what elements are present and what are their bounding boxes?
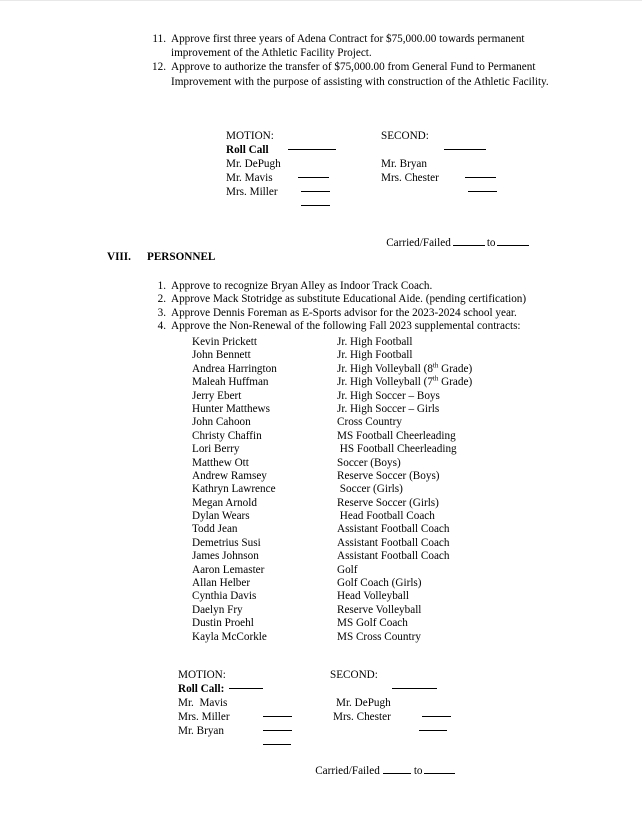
motion-second-row [178,669,518,683]
roster-person-name: Christy Chaffin [192,429,262,442]
table-row [192,363,522,376]
roll-call-label: Roll Call [226,144,269,156]
list-item [145,280,575,293]
list-item-number: 3. [157,306,166,319]
member-name: Mrs. Chester [381,172,439,184]
roster-person-name: Kayla McCorkle [192,630,267,643]
roster-position: Soccer (Girls) [337,483,403,496]
roll-call-member-row [226,158,556,172]
table-row [192,430,522,443]
table-row [192,537,522,550]
table-row [192,457,522,470]
roster-person-name: Megan Arnold [192,496,257,509]
table-row [192,577,522,590]
member-name: Mr. Bryan [178,725,224,737]
list-item [145,32,570,60]
motion-second-row [226,130,556,144]
table-row [192,590,522,603]
roster-position: Cross Country [337,416,402,429]
motion-block-bottom [178,669,518,739]
roll-call-row [226,144,556,158]
roll-call-member-row [178,725,518,739]
table-row [192,470,522,483]
list-item-number: 12. [152,61,166,74]
table-row [192,483,522,496]
list-item-number: 2. [157,293,166,306]
roster-position: Jr. High Football [337,349,413,362]
member-vote-line[interactable] [263,735,291,745]
roster-position: Assistant Football Coach [337,536,450,549]
table-row [192,631,522,644]
to-label: to [413,765,423,777]
roster-position: Jr. High Volleyball (7th Grade) [337,374,473,389]
table-row [192,416,522,429]
roster-person-name: Todd Jean [192,523,238,536]
personnel-items-list [145,280,575,334]
list-item-number: 11. [152,33,166,45]
table-row [192,523,522,536]
roll-call-member-row [226,186,556,200]
roster-person-name: James Johnson [192,550,259,563]
roster-position: MS Cross Country [337,630,421,643]
roster-position: Jr. High Soccer – Boys [337,389,440,402]
member-name: Mr. DePugh [336,697,391,709]
table-row [192,510,522,523]
list-item-text: Approve first three years of Adena Contract for $75,000.00 towards permanent improvement of the Athletic Facility Project. [171,33,525,60]
table-row [192,617,522,630]
table-row [192,390,522,403]
roster-person-name: Hunter Matthews [192,402,270,415]
roster-position: Head Football Coach [337,510,435,523]
carried-failed-label: Carried/Failed [386,237,451,249]
finance-items-list [145,32,570,89]
list-item-text: Approve the Non-Renewal of the following Fall 2023 supplemental contracts: [171,320,521,333]
roster-person-name: Aaron Lemaster [192,563,265,576]
roster-person-name: Allan Helber [192,577,251,590]
carried-count-line[interactable] [383,764,411,774]
roster-position: MS Golf Coach [337,617,408,630]
list-item-text: Approve Mack Stotridge as substitute Educational Aide. (pending certification) [171,293,527,306]
roster-person-name: Jerry Ebert [192,389,242,402]
list-item [145,320,575,333]
failed-count-line[interactable] [497,236,529,246]
motion-block-top [226,130,556,200]
roster-person-name: Daelyn Fry [192,603,243,616]
carried-failed-top [375,224,529,262]
list-item [145,307,575,320]
failed-count-line[interactable] [424,764,455,774]
list-item-number: 1. [157,280,166,292]
roster-person-name: Lori Berry [192,443,240,456]
carried-failed-label: Carried/Failed [315,765,380,777]
roster-position: Assistant Football Coach [337,550,450,563]
roster-position: Reserve Soccer (Girls) [337,496,439,509]
roster-person-name: Demetrius Susi [192,536,261,549]
roster-person-name: John Bennett [192,349,251,362]
roster-person-name: Matthew Ott [192,456,249,469]
member-vote-line[interactable] [301,196,330,206]
roll-call-member-row [178,711,518,725]
roster-person-name: Andrew Ramsey [192,469,267,482]
list-item-text: Approve to recognize Bryan Alley as Indoor Track Coach. [171,280,433,292]
page-title: PERSONNEL [147,251,216,263]
motion-label: MOTION: [178,669,226,681]
list-item-number: 4. [157,320,166,333]
roll-call-label: Roll Call: [178,683,225,695]
roster-person-name: John Cahoon [192,416,251,429]
member-name: Mr. Bryan [381,158,427,170]
supplemental-contracts-roster [192,336,522,644]
section-roman-numeral: VIII. [107,251,131,263]
roster-person-name: Kevin Prickett [192,336,257,348]
roster-position: Soccer (Boys) [337,456,401,469]
table-row [192,349,522,362]
roster-person-name: Maleah Huffman [192,376,269,389]
member-name: Mrs. Miller [226,186,278,198]
carried-failed-bottom [304,752,455,790]
list-item-text: Approve Dennis Foreman as E-Sports advisor for the 2023-2024 school year. [171,306,517,319]
roster-position: Jr. High Football [337,336,413,348]
roster-position: Reserve Soccer (Boys) [337,469,440,482]
table-row [192,336,522,349]
roster-person-name: Kathryn Lawrence [192,483,276,496]
table-row [192,376,522,389]
table-row [192,604,522,617]
table-row [192,443,522,456]
member-name: Mrs. Miller [178,711,230,723]
member-name: Mr. DePugh [226,158,281,170]
second-label: SECOND: [330,669,378,681]
roster-position: HS Football Cheerleading [337,443,457,456]
second-label: SECOND: [381,130,429,142]
roll-call-row [178,683,518,697]
roster-position: MS Football Cheerleading [337,429,456,442]
member-name: Mr. Mavis [178,697,228,709]
member-name: Mr. Mavis [226,172,273,184]
roster-position: Assistant Football Coach [337,523,450,536]
roster-person-name: Cynthia Davis [192,590,257,603]
roster-person-name: Andrea Harrington [192,362,277,375]
roster-position: Golf Coach (Girls) [337,577,422,590]
table-row [192,550,522,563]
table-row [192,403,522,416]
carried-count-line[interactable] [453,236,485,246]
list-item [145,60,570,88]
table-row [192,497,522,510]
roster-position: Head Volleyball [337,590,409,603]
roll-call-member-row [226,172,556,186]
roll-call-member-row [178,697,518,711]
roster-person-name: Dustin Proehl [192,617,254,630]
roster-position: Golf [337,563,358,576]
roster-position: Jr. High Volleyball (8th Grade) [337,361,473,375]
motion-label: MOTION: [226,130,274,142]
list-item-text: Approve to authorize the transfer of $75,000.00 from General Fund to Permanent Improvement with the purpose of assisting with construction of the Athletic Facility. [171,61,549,88]
table-row [192,564,522,577]
member-name: Mrs. Chester [333,711,391,723]
roster-position: Jr. High Soccer – Girls [337,402,440,415]
to-label: to [486,237,496,249]
roster-position: Reserve Volleyball [337,603,422,616]
roster-person-name: Dylan Wears [192,510,250,523]
list-item [145,293,575,306]
